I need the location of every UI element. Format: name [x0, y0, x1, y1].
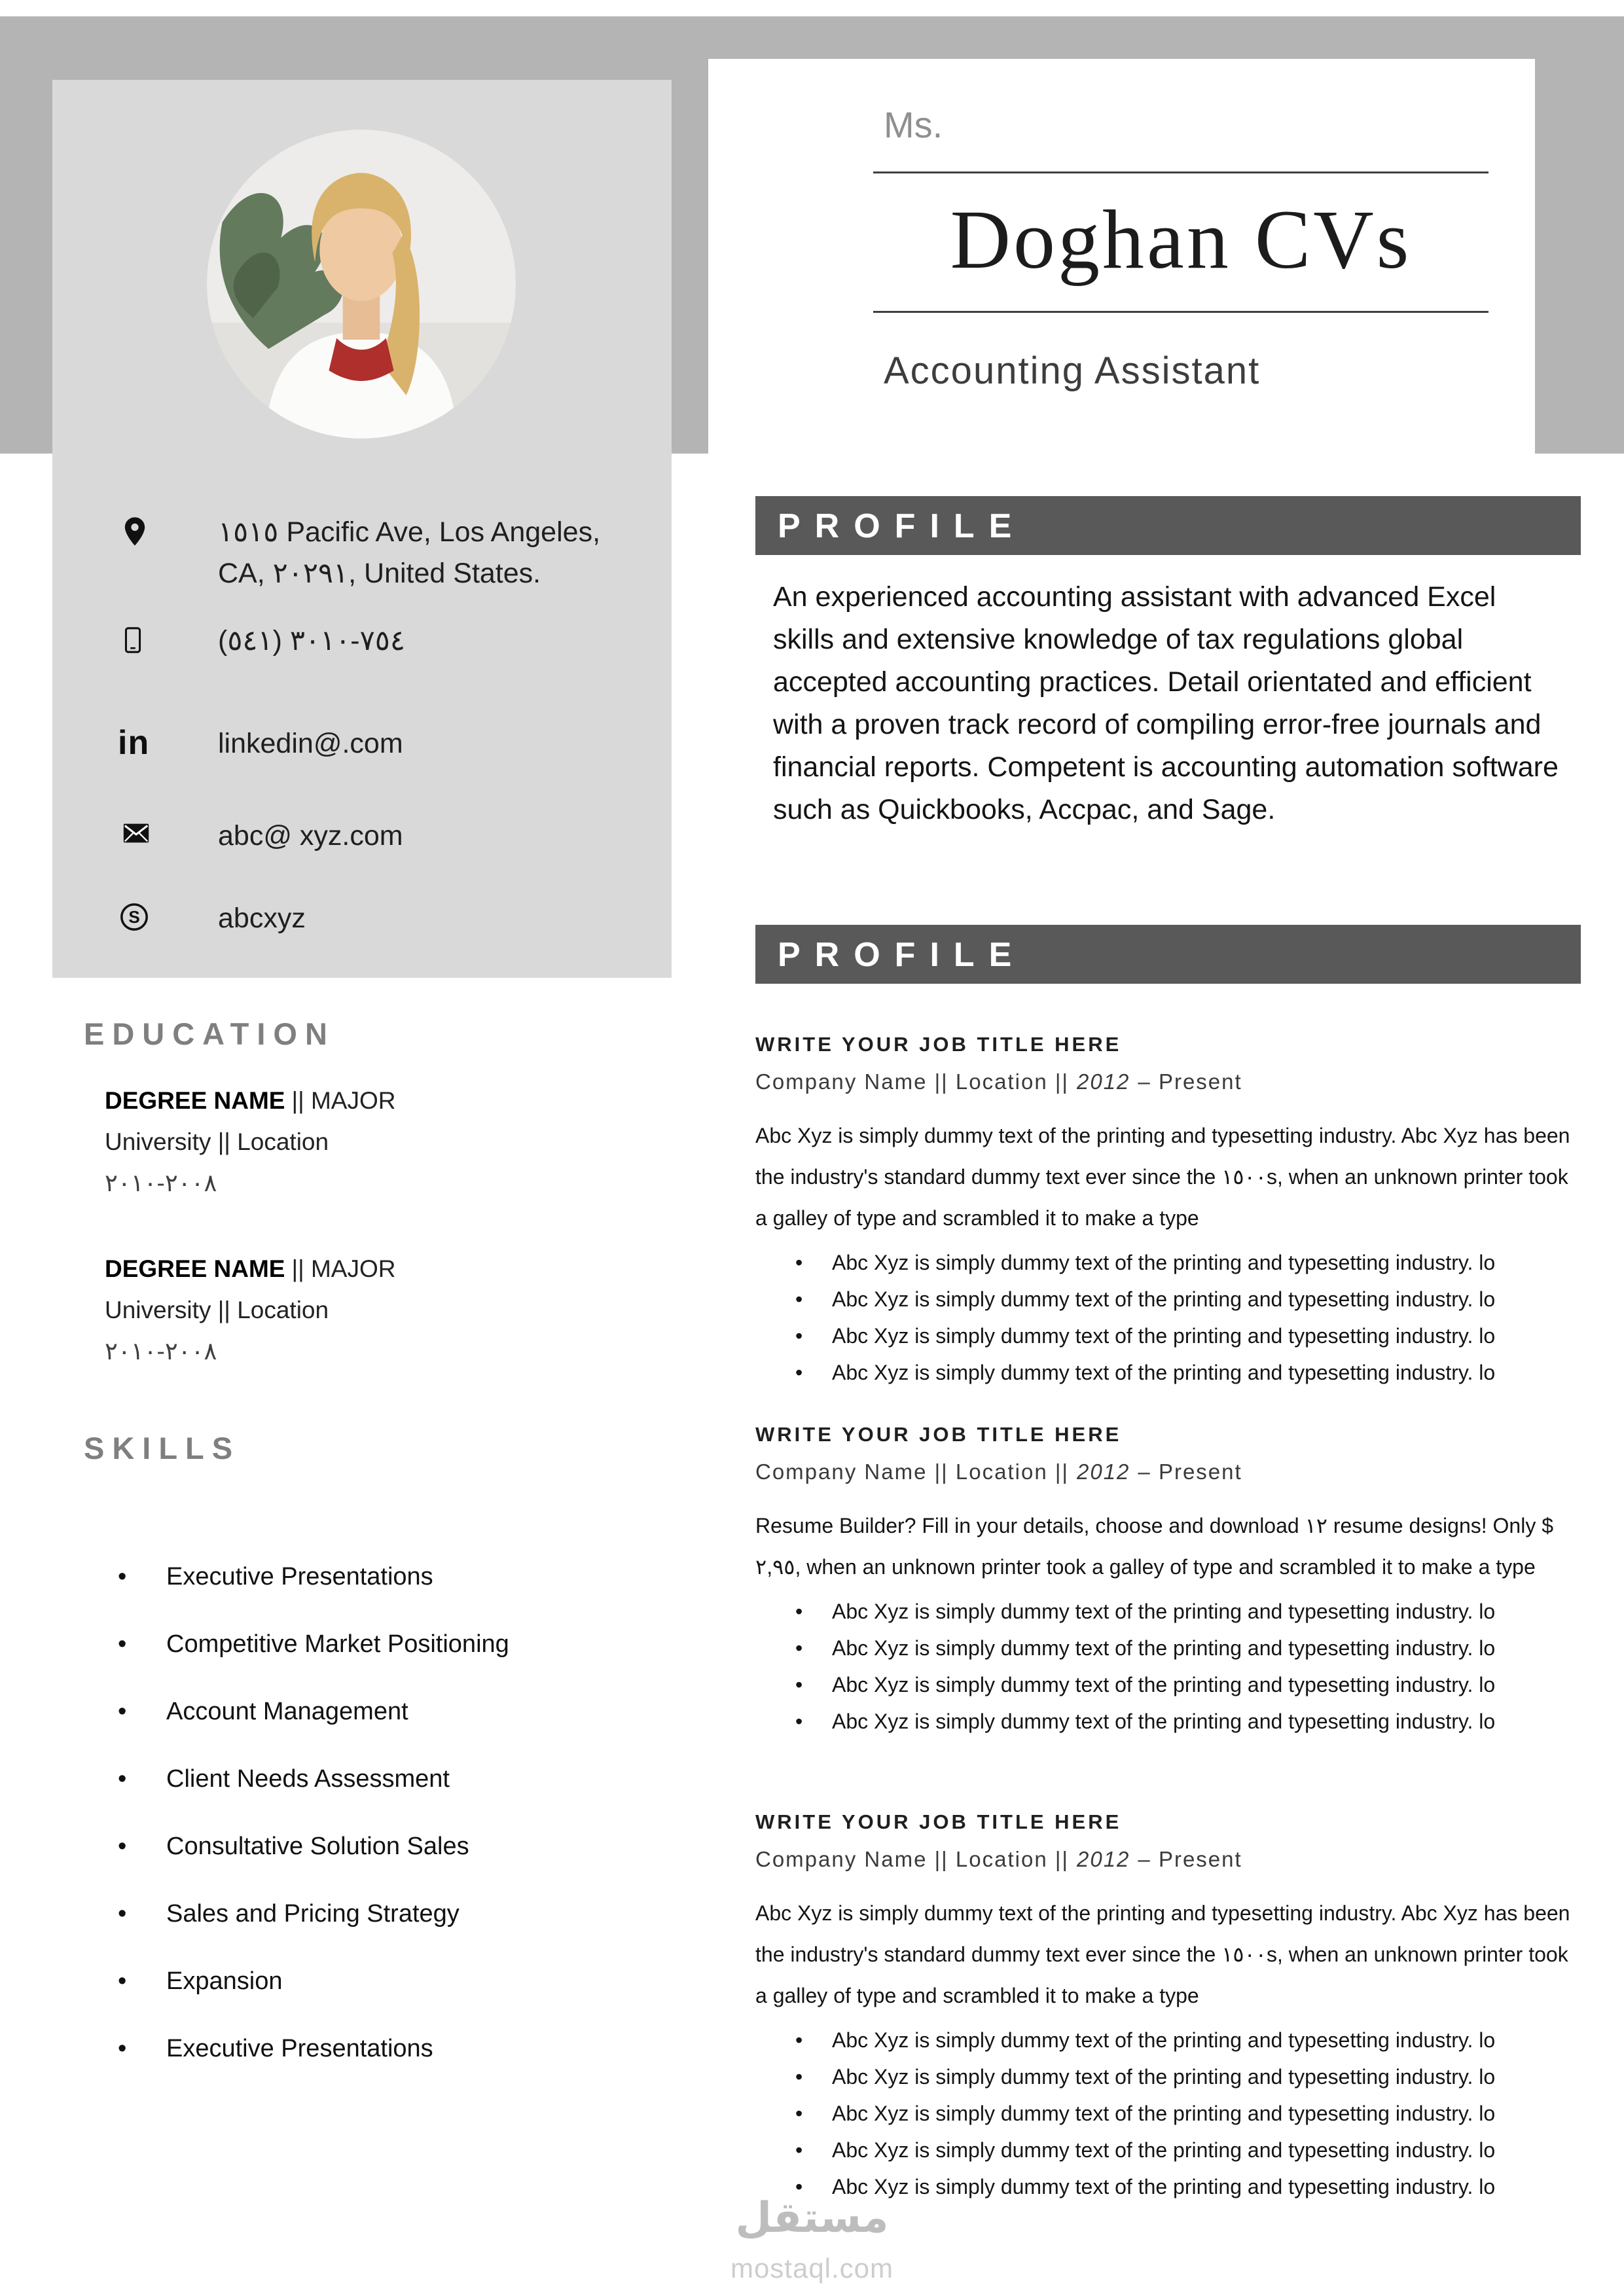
svg-text:S: S: [128, 907, 140, 927]
name-divider-bottom: [873, 311, 1489, 313]
email-text: abc@ xyz.com: [218, 820, 403, 852]
job-company-line: Company Name || Location || 2012 – Present: [755, 1847, 1242, 1871]
job-entry: [755, 1810, 1581, 2205]
address-line-1: ١٥١٥ Pacific Ave, Los Angeles,: [218, 516, 601, 548]
skill-item: • Competitive Market Positioning: [118, 1630, 668, 1658]
job-bullet: • Abc Xyz is simply dummy text of the printing and typesetting industry. lo: [795, 1593, 1581, 1630]
skill-item: • Expansion: [118, 1967, 668, 1995]
address-text: [218, 512, 600, 594]
job-bullet: • Abc Xyz is simply dummy text of the printing and typesetting industry. lo: [795, 1666, 1581, 1703]
job-bullet-list: [755, 2022, 1581, 2205]
job-bullet: • Abc Xyz is simply dummy text of the printing and typesetting industry. lo: [795, 2132, 1581, 2168]
job-title: WRITE YOUR JOB TITLE HERE: [755, 1810, 1122, 1833]
job-bullet: • Abc Xyz is simply dummy text of the printing and typesetting industry. lo: [795, 2022, 1581, 2058]
skype-text: abcxyz: [218, 903, 306, 934]
skill-item: • Consultative Solution Sales: [118, 1833, 668, 1860]
honorific: Ms.: [884, 104, 943, 145]
education-years: ٢٠٠٨-٢٠١٠: [105, 1338, 217, 1365]
education-entry: [105, 1080, 648, 1204]
job-bullet: • Abc Xyz is simply dummy text of the printing and typesetting industry. lo: [795, 1244, 1581, 1281]
job-bullet: • Abc Xyz is simply dummy text of the printing and typesetting industry. lo: [795, 1630, 1581, 1666]
profile-photo-illustration: [207, 130, 516, 439]
linkedin-icon: in: [118, 724, 150, 762]
education-heading: EDUCATION: [84, 1016, 335, 1051]
mobile-phone-icon: [118, 620, 218, 657]
job-company-line: Company Name || Location || 2012 – Present: [755, 1069, 1242, 1094]
skills-heading: SKILLS: [84, 1431, 241, 1465]
phone-text: (٥٤١) ٧٥٤-٣٠١٠: [218, 625, 405, 656]
profile-section-header: PROFILE: [755, 496, 1581, 555]
job-description: Abc Xyz is simply dummy text of the printing and typesetting industry. Abc Xyz has been the industry's standard dummy text ever since the ١٥٠٠s, when an unknown printer took a galley of type and scrambled it to make a type: [755, 1901, 1570, 2007]
profile-summary: An experienced accounting assistant with advanced Excel skills and extensive knowledge of tax regulations global accepted accounting practices. Detail orientated and efficient with a proven track record of compiling error-free journals and financial reports. Competent is accounting automation software such as Quickbooks, Accpac, and Sage.: [773, 581, 1559, 825]
envelope-icon: [118, 816, 218, 848]
contact-linkedin: [118, 723, 648, 764]
skill-item: • Executive Presentations: [118, 1563, 668, 1590]
skill-item: • Account Management: [118, 1698, 668, 1725]
person-name: Doghan CVs: [950, 193, 1412, 286]
job-description: Abc Xyz is simply dummy text of the printing and typesetting industry. Abc Xyz has been the industry's standard dummy text ever since the ١٥٠٠s, when an unknown printer took a galley of type and scrambled it to make a type: [755, 1124, 1570, 1230]
linkedin-text: linkedin@.com: [218, 728, 403, 759]
job-bullet: • Abc Xyz is simply dummy text of the printing and typesetting industry. lo: [795, 1354, 1581, 1391]
contact-email: [118, 816, 648, 857]
job-bullet: • Abc Xyz is simply dummy text of the printing and typesetting industry. lo: [795, 1318, 1581, 1354]
job-title: WRITE YOUR JOB TITLE HERE: [755, 1423, 1122, 1446]
job-bullet: • Abc Xyz is simply dummy text of the printing and typesetting industry. lo: [795, 2058, 1581, 2095]
experience-section-header: PROFILE: [755, 925, 1581, 984]
university-line: University || Location: [105, 1128, 329, 1155]
job-title: WRITE YOUR JOB TITLE HERE: [755, 1033, 1122, 1056]
contact-address: [118, 512, 648, 594]
map-pin-icon: [118, 512, 218, 548]
education-entry: [105, 1248, 648, 1372]
job-bullet: • Abc Xyz is simply dummy text of the printing and typesetting industry. lo: [795, 2095, 1581, 2132]
skills-list: [118, 1563, 668, 2062]
education-years: ٢٠٠٨-٢٠١٠: [105, 1170, 217, 1196]
name-divider-top: [873, 171, 1489, 173]
skill-item: • Executive Presentations: [118, 2035, 668, 2062]
address-line-2: CA, ٢٠٢٩١, United States.: [218, 558, 541, 589]
contact-skype: [118, 898, 648, 939]
watermark-site: mostaql.com: [730, 2253, 894, 2284]
skype-icon: [118, 898, 218, 933]
university-line: University || Location: [105, 1297, 329, 1323]
job-title-header: Accounting Assistant: [884, 350, 1261, 392]
profile-photo: [207, 130, 516, 439]
skill-item: • Sales and Pricing Strategy: [118, 1900, 668, 1928]
skill-item: • Client Needs Assessment: [118, 1765, 668, 1793]
job-entry: [755, 1033, 1581, 1391]
job-company-line: Company Name || Location || 2012 – Present: [755, 1460, 1242, 1484]
degree-line: DEGREE NAME || MAJOR: [105, 1087, 396, 1114]
job-bullet: • Abc Xyz is simply dummy text of the printing and typesetting industry. lo: [795, 1281, 1581, 1318]
job-bullet: • Abc Xyz is simply dummy text of the printing and typesetting industry. lo: [795, 2168, 1581, 2205]
watermark-arabic: مستقل: [735, 2194, 889, 2242]
job-bullet: • Abc Xyz is simply dummy text of the printing and typesetting industry. lo: [795, 1703, 1581, 1740]
job-bullet-list: [755, 1593, 1581, 1740]
job-description: Resume Builder? Fill in your details, choose and download ١٢ resume designs! Only $ ٢,٩٥, when an unknown printer took a galley of type and scrambled it to make a type: [755, 1514, 1553, 1579]
contact-phone: [118, 620, 648, 662]
job-entry: [755, 1423, 1581, 1740]
degree-line: DEGREE NAME || MAJOR: [105, 1255, 396, 1282]
job-bullet-list: [755, 1244, 1581, 1391]
